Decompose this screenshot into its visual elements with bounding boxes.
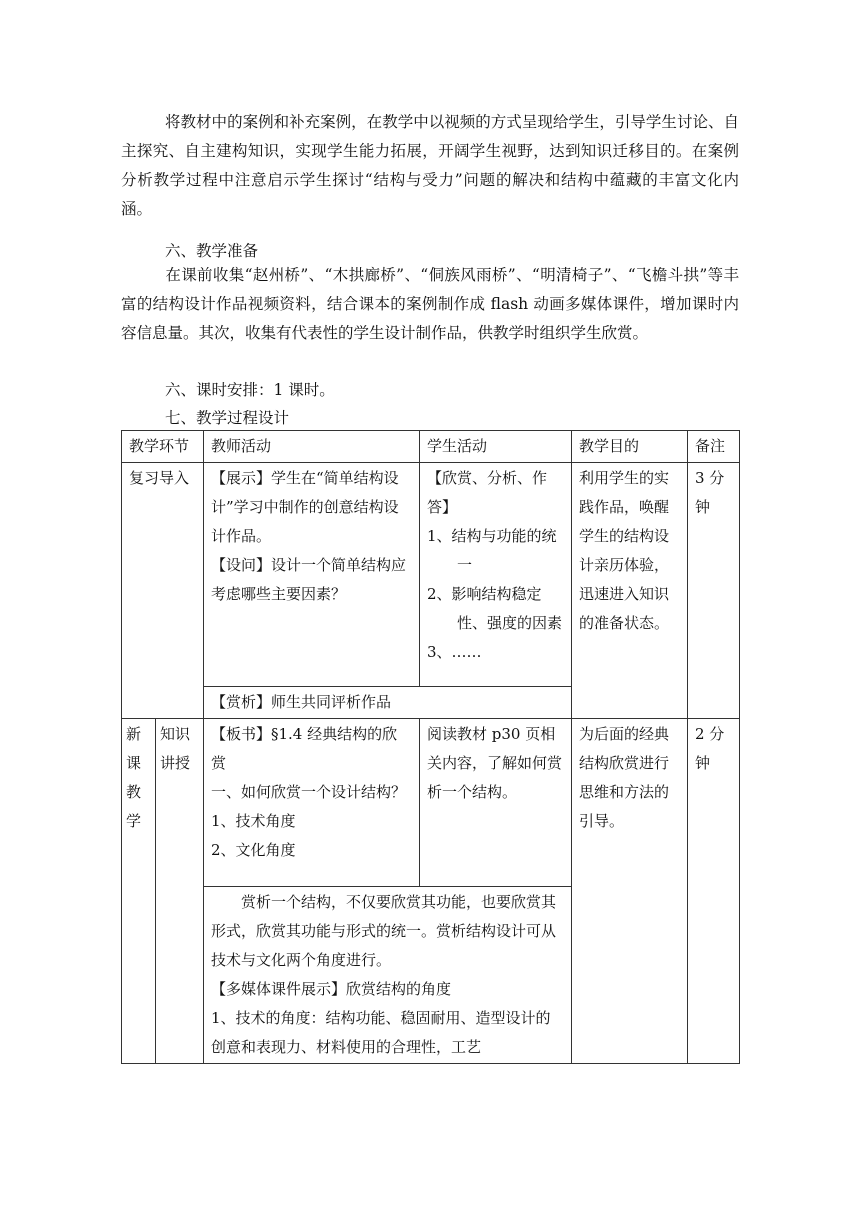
note-cell: 3 分钟: [688, 463, 740, 719]
student-item: 2、影响结构稳定性、强度的因素: [427, 585, 563, 632]
technical-angle-text: 1、技术的角度：结构功能、稳固耐用、造型设计的创意和表现力、材料使用的合理性，工艺: [211, 1009, 551, 1056]
teacher-ask-text: 【设问】设计一个简单结构应考虑哪些主要因素？: [211, 556, 407, 603]
stage-review-intro: 复习导入: [122, 463, 204, 719]
merged-description-cell: [204, 887, 572, 1064]
table-row: [122, 719, 740, 887]
teacher-board-cell: [204, 719, 420, 887]
student-activity-cell: [420, 463, 572, 687]
stage-knowledge-teaching: 知识讲授: [156, 719, 204, 1064]
header-student-activity: 学生活动: [420, 431, 572, 463]
header-stage: 教学环节: [122, 431, 204, 463]
table-header-row: [122, 431, 740, 463]
intro-paragraph: 将教材中的案例和补充案例，在教学中以视频的方式呈现给学生，引导学生讨论、自主探究、自主建构知识，实现学生能力拓展，开阔学生视野，达到知识迁移目的。在案例分析教学过程中注意启示学生探讨“结构与受力”问题的解决和结构中蕴藏的丰富文化内涵。: [121, 113, 739, 218]
table-row: [122, 463, 740, 687]
goal-cell: 利用学生的实践作品，唤醒学生的结构设计亲历体验，迅速进入知识的准备状态。: [572, 463, 688, 719]
teaching-process-table: [121, 430, 740, 1064]
header-note: 备注: [688, 431, 740, 463]
heading-process-design: 七、教学过程设计: [165, 409, 290, 427]
goal-cell: 为后面的经典结构欣赏进行思维和方法的引导。: [572, 719, 688, 1064]
teacher-show-text: 【展示】学生在“简单结构设计”学习中制作的创意结构设计作品。: [211, 469, 399, 545]
student-item: 1、结构与功能的统一: [427, 527, 557, 574]
teacher-appreciate-cell: 【赏析】师生共同评析作品: [204, 687, 572, 719]
teacher-board-text: 【板书】§1.4 经典结构的欣赏: [211, 725, 398, 772]
student-activity-cell: 阅读教材 p30 页相关内容，了解如何赏析一个结构。: [420, 719, 572, 887]
teacher-item: 2、文化角度: [211, 841, 296, 859]
media-showcase-text: 【多媒体课件展示】欣赏结构的角度: [211, 980, 452, 998]
header-teacher-activity: 教师活动: [204, 431, 420, 463]
heading-class-hours: 六、课时安排：1 课时。: [165, 381, 335, 399]
teacher-activity-cell: [204, 463, 420, 687]
preparation-paragraph: 在课前收集“赵州桥”、“木拱廊桥”、“侗族风雨桥”、“明清椅子”、“飞檐斗拱”等丰富的结构设计作品视频资料，结合课本的案例制作成 flash 动画多媒体课件，增加课时内容信息量。其次，收集有代表性的学生设计制作品，供教学时组织学生欣赏。: [121, 266, 739, 342]
header-teaching-goal: 教学目的: [572, 431, 688, 463]
student-item: 3、……: [427, 643, 482, 661]
student-head-text: 【欣赏、分析、作答】: [427, 469, 548, 516]
teacher-item: 1、技术角度: [211, 812, 296, 830]
teacher-item: 一、如何欣赏一个设计结构？: [211, 783, 407, 801]
note-cell: 2 分钟: [688, 719, 740, 1064]
heading-teaching-preparation: 六、教学准备: [165, 242, 259, 260]
appreciation-paragraph: 赏析一个结构，不仅要欣赏其功能，也要欣赏其形式，欣赏其功能与形式的统一。赏析结构设计可从技术与文化两个角度进行。: [211, 893, 557, 969]
stage-new-lesson: 新课教学: [122, 719, 156, 1064]
